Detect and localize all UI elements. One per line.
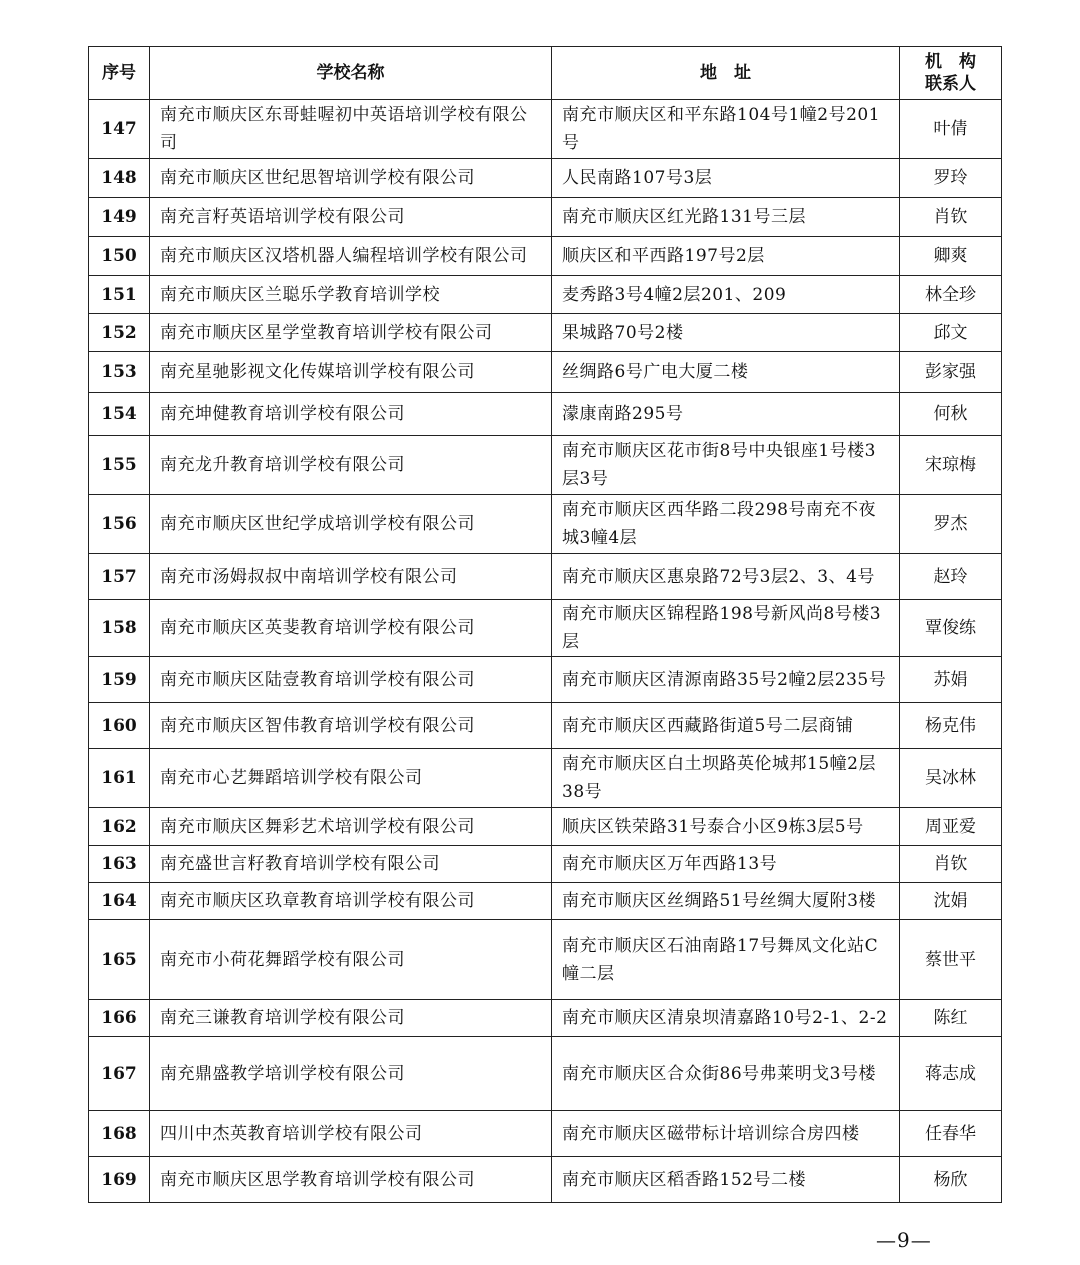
address-cell: 南充市顺庆区万年西路13号 [552,846,900,883]
row-number: 155 [89,436,150,495]
table-row [89,159,1002,198]
row-number: 167 [89,1037,150,1111]
header-seq: 序号 [89,47,150,100]
row-number: 164 [89,883,150,920]
contact-cell: 叶倩 [900,100,1002,159]
table-row [89,1000,1002,1037]
address-cell: 南充市顺庆区西藏路街道5号二层商铺 [552,703,900,749]
row-number: 147 [89,100,150,159]
row-number: 156 [89,495,150,554]
row-number: 152 [89,314,150,352]
contact-cell: 何秋 [900,393,1002,436]
table-row [89,1157,1002,1203]
address-cell: 南充市顺庆区花市街8号中央银座1号楼3层3号 [552,436,900,495]
school-name-cell: 南充市顺庆区陆壹教育培训学校有限公司 [150,657,552,703]
table-row [89,808,1002,846]
row-number: 151 [89,276,150,314]
school-name-cell: 南充市顺庆区兰聪乐学教育培训学校 [150,276,552,314]
school-name-cell: 南充市顺庆区舞彩艺术培训学校有限公司 [150,808,552,846]
school-name-cell: 南充市顺庆区思学教育培训学校有限公司 [150,1157,552,1203]
header-contact-line1: 机 构 [925,52,976,72]
school-name-cell: 南充言籽英语培训学校有限公司 [150,198,552,237]
row-number: 165 [89,920,150,1000]
table-row [89,554,1002,600]
address-cell: 南充市顺庆区合众街86号弗莱明戈3号楼 [552,1037,900,1111]
contact-cell: 宋琼梅 [900,436,1002,495]
table-row [89,703,1002,749]
contact-cell: 赵玲 [900,554,1002,600]
school-name-cell: 南充市心艺舞蹈培训学校有限公司 [150,749,552,808]
school-name-cell: 南充市顺庆区东哥蛙喔初中英语培训学校有限公司 [150,100,552,159]
school-name-cell: 南充坤健教育培训学校有限公司 [150,393,552,436]
table-row [89,883,1002,920]
table-row [89,495,1002,554]
contact-cell: 罗玲 [900,159,1002,198]
school-table [88,46,1002,1203]
school-name-cell: 南充鼎盛教学培训学校有限公司 [150,1037,552,1111]
row-number: 154 [89,393,150,436]
address-cell: 南充市顺庆区磁带标计培训综合房四楼 [552,1111,900,1157]
school-name-cell: 南充三谦教育培训学校有限公司 [150,1000,552,1037]
address-cell: 丝绸路6号广电大厦二楼 [552,352,900,393]
table-row [89,393,1002,436]
school-name-cell: 南充市顺庆区汉塔机器人编程培训学校有限公司 [150,237,552,276]
address-cell: 果城路70号2楼 [552,314,900,352]
row-number: 166 [89,1000,150,1037]
table-row [89,314,1002,352]
address-cell: 麦秀路3号4幢2层201、209 [552,276,900,314]
contact-cell: 蔡世平 [900,920,1002,1000]
address-cell: 顺庆区铁荣路31号泰合小区9栋3层5号 [552,808,900,846]
address-cell: 南充市顺庆区石油南路17号舞凤文化站C 幢二层 [552,920,900,1000]
row-number: 150 [89,237,150,276]
school-name-cell: 南充市小荷花舞蹈学校有限公司 [150,920,552,1000]
contact-cell: 林全珍 [900,276,1002,314]
address-cell: 南充市顺庆区锦程路198号新风尚8号楼3层 [552,600,900,657]
table-row [89,600,1002,657]
address-cell: 南充市顺庆区清源南路35号2幢2层235号 [552,657,900,703]
school-name-cell: 南充市顺庆区世纪思智培训学校有限公司 [150,159,552,198]
table-row [89,1037,1002,1111]
school-name-cell: 南充市顺庆区智伟教育培训学校有限公司 [150,703,552,749]
row-number: 159 [89,657,150,703]
school-name-cell: 南充市汤姆叔叔中南培训学校有限公司 [150,554,552,600]
header-contact [900,47,1002,100]
contact-cell: 杨克伟 [900,703,1002,749]
address-cell: 人民南路107号3层 [552,159,900,198]
contact-cell: 覃俊练 [900,600,1002,657]
address-cell: 南充市顺庆区和平东路104号1幢2号201号 [552,100,900,159]
table-row [89,198,1002,237]
address-cell: 南充市顺庆区惠泉路72号3层2、3、4号 [552,554,900,600]
contact-cell: 陈红 [900,1000,1002,1037]
contact-cell: 卿爽 [900,237,1002,276]
school-name-cell: 南充市顺庆区玖章教育培训学校有限公司 [150,883,552,920]
contact-cell: 杨欣 [900,1157,1002,1203]
contact-cell: 彭家强 [900,352,1002,393]
school-name-cell: 南充盛世言籽教育培训学校有限公司 [150,846,552,883]
school-name-cell: 南充龙升教育培训学校有限公司 [150,436,552,495]
header-contact-line2: 联系人 [925,74,976,94]
contact-cell: 肖钦 [900,846,1002,883]
header-school-name: 学校名称 [150,47,552,100]
table-row [89,920,1002,1000]
table-row [89,749,1002,808]
school-name-cell: 南充市顺庆区世纪学成培训学校有限公司 [150,495,552,554]
table-row [89,352,1002,393]
header-address: 地 址 [552,47,900,100]
contact-cell: 任春华 [900,1111,1002,1157]
school-name-cell: 南充星驰影视文化传媒培训学校有限公司 [150,352,552,393]
row-number: 168 [89,1111,150,1157]
row-number: 162 [89,808,150,846]
row-number: 163 [89,846,150,883]
address-cell: 南充市顺庆区清泉坝清嘉路10号2-1、2-2 [552,1000,900,1037]
address-cell: 南充市顺庆区红光路131号三层 [552,198,900,237]
table-row [89,436,1002,495]
address-cell: 南充市顺庆区白土坝路英伦城邦15幢2层38号 [552,749,900,808]
contact-cell: 沈娟 [900,883,1002,920]
address-cell: 顺庆区和平西路197号2层 [552,237,900,276]
row-number: 161 [89,749,150,808]
contact-cell: 吴冰林 [900,749,1002,808]
address-cell: 濛康南路295号 [552,393,900,436]
row-number: 157 [89,554,150,600]
contact-cell: 邱文 [900,314,1002,352]
address-cell: 南充市顺庆区西华路二段298号南充不夜城3幢4层 [552,495,900,554]
row-number: 169 [89,1157,150,1203]
table-row [89,846,1002,883]
table-body [89,100,1002,1203]
contact-cell: 罗杰 [900,495,1002,554]
row-number: 158 [89,600,150,657]
table-row [89,100,1002,159]
table-row [89,237,1002,276]
table-row [89,276,1002,314]
school-name-cell: 南充市顺庆区英斐教育培训学校有限公司 [150,600,552,657]
contact-cell: 周亚爱 [900,808,1002,846]
address-cell: 南充市顺庆区稻香路152号二楼 [552,1157,900,1203]
row-number: 153 [89,352,150,393]
table-row [89,1111,1002,1157]
contact-cell: 肖钦 [900,198,1002,237]
row-number: 148 [89,159,150,198]
school-name-cell: 南充市顺庆区星学堂教育培训学校有限公司 [150,314,552,352]
contact-cell: 苏娟 [900,657,1002,703]
contact-cell: 蒋志成 [900,1037,1002,1111]
row-number: 160 [89,703,150,749]
school-name-cell: 四川中杰英教育培训学校有限公司 [150,1111,552,1157]
page-number: —9— [876,1228,932,1252]
table-row [89,657,1002,703]
row-number: 149 [89,198,150,237]
table-header-row [89,47,1002,100]
address-cell: 南充市顺庆区丝绸路51号丝绸大厦附3楼 [552,883,900,920]
